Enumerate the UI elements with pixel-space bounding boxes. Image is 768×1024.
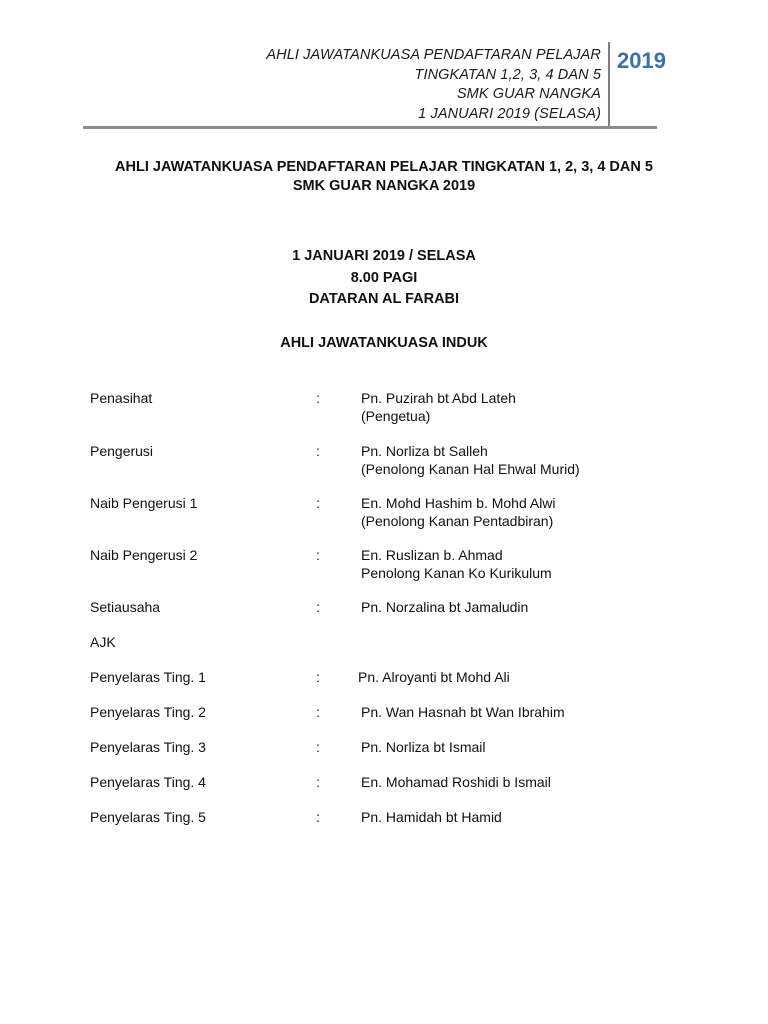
role-label: Setiausaha <box>90 599 161 615</box>
role-label: Penyelaras Ting. 4 <box>90 774 206 790</box>
role-label: Pengerusi <box>90 443 154 459</box>
member-name: Pn. Puzirah bt Abd Lateh <box>361 390 516 406</box>
member-details <box>361 546 552 582</box>
header-line-1: AHLI JAWATANKUASA PENDAFTARAN PELAJAR <box>266 47 601 63</box>
event-date: 1 JANUARI 2019 / SELASA <box>292 248 476 264</box>
title-line-1: AHLI JAWATANKUASA PENDAFTARAN PELAJAR TINGKATAN 1, 2, 3, 4 DAN 5 <box>115 159 653 175</box>
role-label: Penasihat <box>90 390 153 406</box>
member-name: Pn. Alroyanti bt Mohd Ali <box>358 669 510 685</box>
role-label: Penyelaras Ting. 5 <box>90 809 206 825</box>
header-line-4: 1 JANUARI 2019 (SELASA) <box>418 105 601 122</box>
role-label: Penyelaras Ting. 2 <box>90 704 206 720</box>
event-venue: DATARAN AL FARABI <box>308 291 460 307</box>
header-line-3: SMK GUAR NANGKA <box>456 86 601 102</box>
member-details <box>361 389 516 425</box>
colon-separator: : <box>316 443 320 459</box>
member-details <box>358 668 510 686</box>
header-rule <box>83 126 657 129</box>
member-position: (Penolong Kanan Hal Ehwal Murid) <box>361 461 580 477</box>
colon-separator: : <box>316 547 320 563</box>
colon-separator: : <box>316 495 320 511</box>
colon-separator: : <box>316 739 320 755</box>
colon-separator: : <box>316 669 320 685</box>
header-line-2: TINGKATAN 1,2, 3, 4 DAN 5 <box>414 66 601 83</box>
role-label: Penyelaras Ting. 1 <box>90 669 206 685</box>
ajk-label: AJK <box>90 634 116 650</box>
role-label: Naib Pengerusi 2 <box>90 547 198 563</box>
colon-separator: : <box>316 390 320 406</box>
role-label: Penyelaras Ting. 3 <box>90 739 206 755</box>
member-position: (Penolong Kanan Pentadbiran) <box>361 513 554 529</box>
member-name: Pn. Norliza bt Salleh <box>361 443 488 459</box>
member-details <box>361 738 485 756</box>
member-details <box>361 494 556 530</box>
member-name: Pn. Hamidah bt Hamid <box>361 809 502 825</box>
colon-separator: : <box>316 774 320 790</box>
member-name: Pn. Norzalina bt Jamaludin <box>361 599 529 615</box>
event-details <box>0 246 768 311</box>
title-line-2: SMK GUAR NANGKA 2019 <box>292 178 476 194</box>
member-details <box>361 442 580 478</box>
header-text <box>266 46 601 124</box>
page-header <box>0 0 768 130</box>
member-position: (Pengetua) <box>361 408 431 424</box>
colon-separator: : <box>316 704 320 720</box>
colon-separator: : <box>316 599 320 615</box>
section-title: AHLI JAWATANKUASA INDUK <box>280 335 488 351</box>
member-name: En. Mohd Hashim b. Mohd Alwi <box>361 495 556 511</box>
member-position: Penolong Kanan Ko Kurikulum <box>361 565 552 581</box>
header-year: 2019 <box>617 48 666 73</box>
event-time: 8.00 PAGI <box>350 269 418 286</box>
member-name: En. Mohamad Roshidi b Ismail <box>361 774 551 790</box>
colon-separator: : <box>316 809 320 825</box>
member-details <box>361 773 551 791</box>
member-details <box>361 703 565 721</box>
member-name: Pn. Wan Hasnah bt Wan Ibrahim <box>361 704 565 720</box>
member-name: En. Ruslizan b. Ahmad <box>361 547 503 563</box>
member-details <box>361 598 528 616</box>
member-name: Pn. Norliza bt Ismail <box>361 739 486 755</box>
member-details <box>361 808 502 826</box>
document-title <box>0 158 768 196</box>
header-vertical-divider <box>608 42 610 128</box>
role-label: Naib Pengerusi 1 <box>90 495 198 511</box>
